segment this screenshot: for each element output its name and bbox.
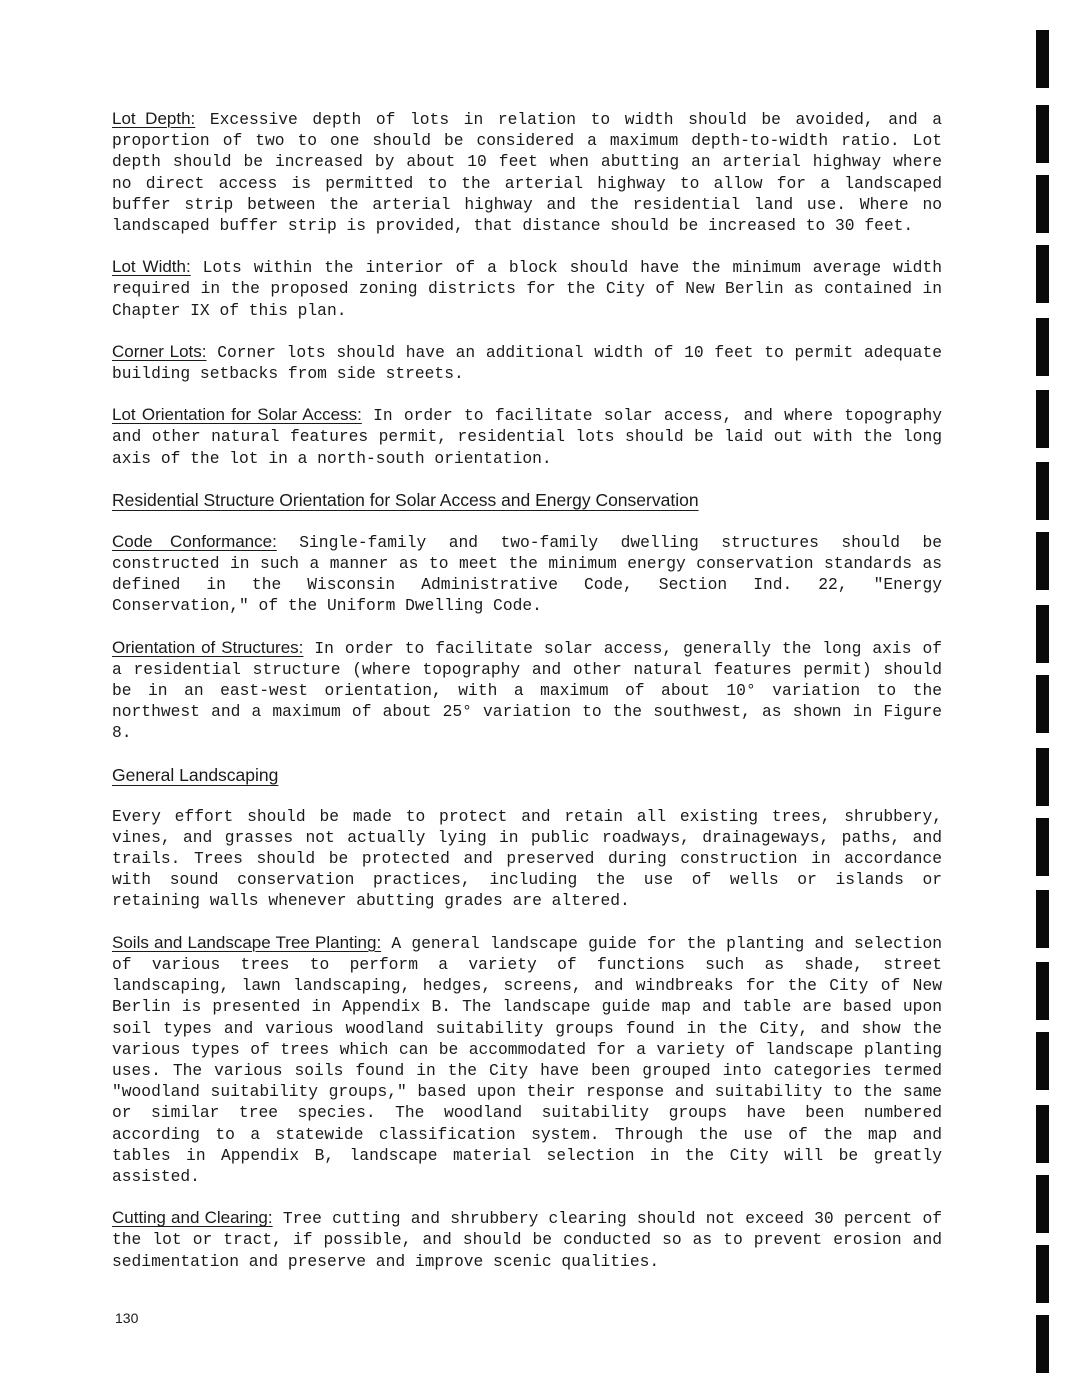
binding-mark <box>1036 1105 1049 1163</box>
binding-mark <box>1036 30 1049 88</box>
section-heading-wrap <box>112 764 942 786</box>
paragraph-lead: Soils and Landscape Tree Planting: <box>112 932 382 952</box>
paragraph-text: In order to facilitate solar access, generally the long axis of a residential structure (where topography and other natural features permit) should be in an east-west orientation, with a maximum of about 10° variation to the northwest and a maximum of about 25° variation to the southwest, as shown in Figure 8. <box>112 638 942 743</box>
paragraph-soils-tree-planting <box>112 932 942 1187</box>
binding-mark <box>1036 1315 1049 1373</box>
binding-mark <box>1036 605 1049 663</box>
paragraph-text: Tree cutting and shrubbery clearing should not exceed 30 percent of the lot or tract, if possible, and should be conducted so as to prevent erosion and sedimentation and preserve and improve scenic qualities. <box>112 1209 942 1271</box>
binding-mark <box>1036 245 1049 303</box>
paragraph-code-conformance <box>112 531 942 617</box>
paragraph-text: Every effort should be made to protect and retain all existing trees, shrubbery, vines, and grasses not actually lying in public roadways, drainageways, paths, and trails. Trees should be protected and preserved during construction in accordance with sound conservation practices, including the use of wells or islands or retaining walls whenever abutting grades are altered. <box>112 806 942 911</box>
paragraph-lead: Cutting and Clearing: <box>112 1208 273 1228</box>
paragraph-cutting-clearing <box>112 1207 942 1272</box>
paragraph-text: Lots within the interior of a block should have the minimum average width required in the proposed zoning districts for the City of New Berlin as contained in Chapter IX of this plan. <box>112 258 942 320</box>
section-heading-general-landscaping: General Landscaping <box>112 764 279 785</box>
binding-marks <box>1036 0 1050 1380</box>
binding-mark <box>1036 462 1049 520</box>
paragraph-lead: Orientation of Structures: <box>112 637 304 657</box>
paragraph-text: Single-family and two-family dwelling structures should be constructed in such a manner as to meet the minimum energy conservation standards as defined in the Wisconsin Administrative Code, Section Ind. 22, "Energy Conservation," of the Uniform Dwelling Code. <box>112 532 942 616</box>
section-heading-wrap <box>112 489 942 511</box>
page-body <box>112 108 942 1292</box>
paragraph-text: A general landscape guide for the planting and selection of various trees to perform a variety of functions such as shade, street landscaping, lawn landscaping, hedges, screens, and windbreaks for the City of New Berlin is presented in Appendix B. The landscape guide map and table are based upon soil types and various woodland suitability groups found in the City, and show the various types of trees which can be accommodated for a variety of landscape planting uses. The various soils found in the City have been grouped into categories termed "woodland suitability groups," based upon their response and suitability to the same or similar tree species. The woodland suitability groups have been numbered according to a statewide classification system. Through the use of the map and tables in Appendix B, landscape material selection in the City will be greatly assisted. <box>112 933 942 1186</box>
binding-mark <box>1036 175 1049 233</box>
binding-mark <box>1036 818 1049 876</box>
paragraph-corner-lots <box>112 341 942 384</box>
paragraph-lead: Lot Width: <box>112 257 191 277</box>
paragraph-orientation-structures <box>112 637 942 744</box>
paragraph-text: In order to facilitate solar access, and where topography and other natural features permit, residential lots should be laid out with the long axis of the lot in a north-south orientation. <box>112 406 942 468</box>
binding-mark <box>1036 318 1049 376</box>
binding-mark <box>1036 1175 1049 1233</box>
binding-mark <box>1036 1032 1049 1090</box>
paragraph-lot-depth <box>112 108 942 236</box>
paragraph-lot-orientation <box>112 404 942 469</box>
paragraph-lead: Corner Lots: <box>112 341 207 361</box>
paragraph-lead: Code Conformance: <box>112 531 277 551</box>
paragraph-text: Corner lots should have an additional width of 10 feet to permit adequate building setbacks from side streets. <box>112 342 942 384</box>
page-number: 130 <box>115 1310 139 1326</box>
binding-mark <box>1036 105 1049 163</box>
binding-mark <box>1036 748 1049 806</box>
paragraph-lead: Lot Depth: <box>112 109 196 128</box>
paragraph-lead: Lot Orientation for Solar Access: <box>112 405 362 425</box>
binding-mark <box>1036 675 1049 733</box>
paragraph-text: Excessive depth of lots in relation to width should be avoided, and a proportion of two to one should be considered a maximum depth-to-width ratio. Lot depth should be increased by about 10 feet when abutting an arterial highway where no direct access is permitted to the arterial highway to allow for a landscaped buffer strip between the arterial highway and the residential land use. Where no landscaped buffer strip is provided, that distance should be increased to 30 feet. <box>112 110 942 236</box>
binding-mark <box>1036 390 1049 448</box>
paragraph-lot-width <box>112 256 942 321</box>
paragraph-every-effort <box>112 806 942 912</box>
binding-mark <box>1036 962 1049 1020</box>
section-heading-residential-structure: Residential Structure Orientation for Solar Access and Energy Conservation <box>112 489 699 510</box>
binding-mark <box>1036 890 1049 948</box>
binding-mark <box>1036 1245 1049 1303</box>
binding-mark <box>1036 532 1049 590</box>
